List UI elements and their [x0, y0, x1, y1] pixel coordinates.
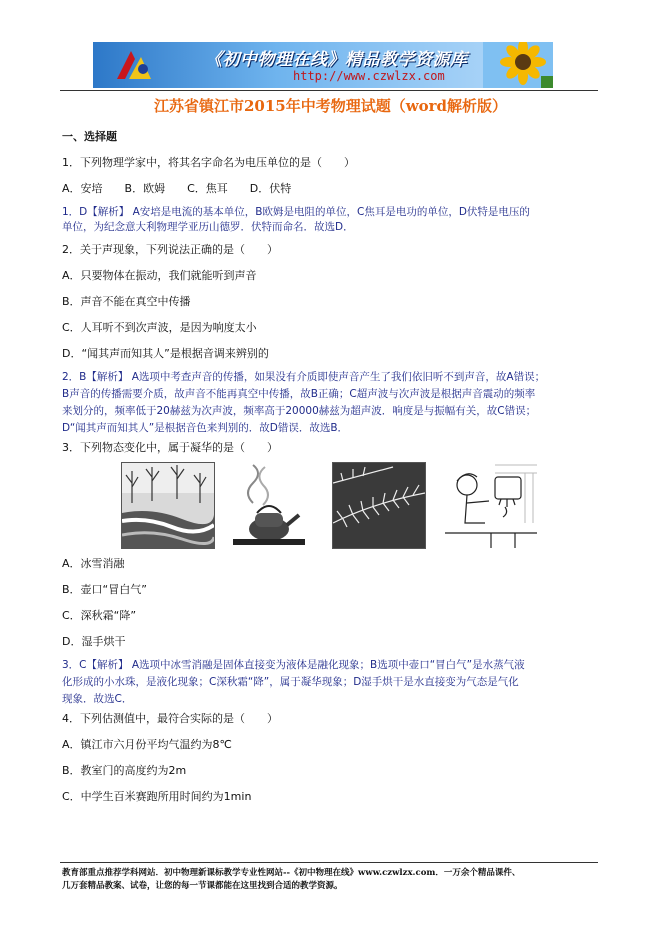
question-2-option-d: D．“闻其声而知其人”是根据音调来辨别的 — [62, 347, 269, 360]
footer-rule — [60, 862, 598, 863]
answer-1-line-1: 1．D【解析】 A安培是电流的基本单位，B欧姆是电阻的单位，C焦耳是电功的单位，D伏特是电压的 — [62, 206, 530, 218]
answer-3-line-2: 化形成的小水珠，是液化现象；C深秋霜“降”，属于凝华现象；D湿手烘干是水直接变为气态是气化 — [62, 676, 519, 688]
answer-2-line-4: D“闻其声而知其人”是根据音色来判别的．故D错误．故选B． — [62, 422, 349, 434]
frost-image — [332, 462, 426, 549]
banner-url[interactable]: http://www.czwlzx.com — [293, 69, 445, 83]
question-4-stem: 4．下列估测值中，最符合实际的是（ ） — [62, 712, 278, 725]
answer-2-line-1: 2．B【解析】 A选项中考查声音的传播，如果没有介质即使声音产生了我们依旧听不到声音，故A错误； — [62, 371, 546, 383]
question-3-option-b: B．壶口“冒白气” — [62, 583, 147, 596]
document-title: 江苏省镇江市2015年中考物理试题（word解析版） — [153, 97, 508, 115]
footer-line-2: 几万套精品教案、试卷，让您的每一节课都能在这里找到合适的教学资源。 — [62, 881, 343, 891]
header-rule — [60, 90, 598, 91]
question-2-option-b: B．声音不能在真空中传播 — [62, 295, 191, 308]
question-2-option-c: C．人耳听不到次声波，是因为响度太小 — [62, 321, 257, 334]
answer-2-line-2: B声音的传播需要介质，故声音不能再真空中传播，故B正确；C超声波与次声波是根据声音震动的频率 — [62, 388, 536, 400]
question-1-options: A．安培 B．欧姆 C．焦耳 D．伏特 — [62, 182, 292, 195]
site-logo-icon — [113, 45, 155, 85]
question-3-option-d: D．湿手烘干 — [62, 635, 126, 648]
answer-3-line-3: 现象．故选C． — [62, 693, 133, 705]
melting-snow-image — [121, 462, 215, 549]
footer-line-1: 教育部重点推荐学科网站．初中物理新课标教学专业性网站--《初中物理在线》www.czwlzx.com．一万余个精品课件、 — [62, 868, 521, 878]
answer-1-line-2: 单位，为纪念意大利物理学亚历山德罗．伏特而命名．故选D． — [62, 221, 354, 233]
question-2-option-a: A．只要物体在振动，我们就能听到声音 — [62, 269, 257, 282]
question-1-stem: 1．下列物理学家中，将其名字命名为电压单位的是（ ） — [62, 156, 355, 169]
question-3-option-c: C．深秋霜“降” — [62, 609, 137, 622]
kettle-steam-image — [222, 462, 316, 549]
question-2-stem: 2．关于声现象，下列说法正确的是（ ） — [62, 243, 278, 256]
question-3-option-a: A．冰雪消融 — [62, 557, 125, 570]
sunflower-icon — [483, 42, 553, 88]
header-banner — [93, 42, 553, 88]
question-3-stem: 3．下列物态变化中，属于凝华的是（ ） — [62, 441, 278, 454]
section-heading: 一、选择题 — [62, 130, 117, 143]
banner-title: 《初中物理在线》精品教学资源库 — [205, 50, 468, 70]
question-4-option-a: A．镇江市六月份平均气温约为8℃ — [62, 738, 232, 751]
answer-3-line-1: 3．C【解析】 A选项中冰雪消融是固体直接变为液体是融化现象；B选项中壶口“冒白气”是水蒸气液 — [62, 659, 525, 671]
question-4-option-b: B．教室门的高度约为2m — [62, 764, 187, 777]
answer-2-line-3: 来划分的，频率低于20赫兹为次声波，频率高于20000赫兹为超声波．响度是与振幅有关，故C错误； — [62, 405, 537, 417]
hand-dryer-image — [444, 462, 538, 549]
question-4-option-c: C．中学生百米赛跑所用时间约为1min — [62, 790, 252, 803]
